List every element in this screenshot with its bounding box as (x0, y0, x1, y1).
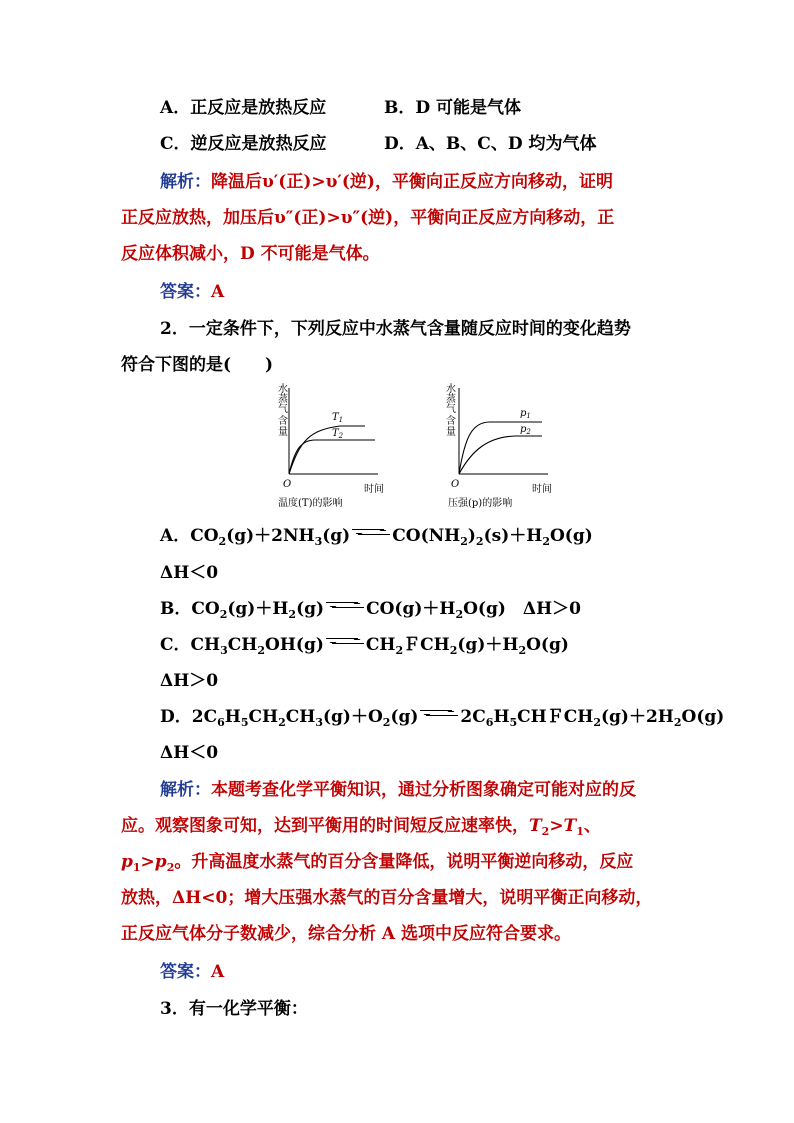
equilibrium-arrow (420, 708, 458, 720)
svg-text:含: 含 (446, 416, 456, 427)
graph-temperature (270, 382, 400, 510)
graph1-origin: O (283, 479, 292, 490)
q1-option-a: A．正反应是放热反应 (160, 98, 327, 118)
q1-option-d: D．A、B、C、D 均为气体 (384, 134, 597, 154)
graph-pressure (440, 382, 570, 510)
graph1-caption: 温度(T)的影响 (278, 498, 343, 509)
curve-p1-label: $p_1$ (520, 408, 531, 420)
curve-p2-label: $p_2$ (520, 424, 531, 436)
graph2-xlabel: 时间 (532, 484, 552, 495)
q2-stem-line1: 2．一定条件下，下列反应中水蒸气含量随反应时间的变化趋势 (160, 319, 631, 339)
svg-text:气: 气 (278, 404, 288, 415)
curve-t2-label: $T_2$ (332, 428, 344, 440)
q2-option-a-deltah: ΔH＜0 (160, 563, 219, 583)
curve-t2 (289, 440, 375, 474)
graph1-ylabel-1: 水 (278, 384, 288, 395)
q1-analysis-line2: 正反应放热，加压后υ″(正)>υ″(逆)，平衡向正反应方向移动，正 (121, 208, 615, 228)
svg-text:气: 气 (446, 404, 456, 415)
q2-option-c: C．$CH_3CH_2OH(g)$ $CH_2FCH_2(g)+H_2O(g)$ (160, 635, 569, 657)
svg-text:蒸: 蒸 (278, 394, 288, 405)
answer-value: A (211, 282, 225, 302)
curve-t1-label: $T_1$ (332, 412, 344, 424)
analysis-label: 解析： (160, 172, 211, 192)
q2-analysis-line3: $p_1>p_2$。升高温度水蒸气的百分含量降低，说明平衡逆向移动，反应 (121, 852, 634, 874)
q2-analysis-line2: 应。观察图象可知，达到平衡用的时间短反应速率快，$T_2>T_1$、 (121, 816, 601, 838)
svg-text:量: 量 (278, 427, 288, 438)
q1-option-c: C．逆反应是放热反应 (160, 134, 327, 154)
curve-t1 (289, 426, 365, 474)
answer-label: 答案： (160, 282, 211, 302)
q2-option-c-deltah: ΔH＞0 (160, 671, 219, 691)
q2-analysis-line4: 放热，ΔH<0；增大压强水蒸气的百分含量增大，说明平衡正向移动， (121, 888, 653, 908)
graph2-caption: 压强(p)的影响 (448, 498, 513, 509)
q2-stem-line2: 符合下图的是( ) (121, 355, 274, 375)
q2-analysis-line1: 解析：本题考查化学平衡知识，通过分析图象确定可能对应的反 (160, 780, 636, 800)
q2-option-b: B．$CO_2(g)+H_2(g)$ $CO(g)+H_2O(g)$ ΔH＞0 (160, 599, 581, 621)
graph1-xlabel: 时间 (364, 484, 384, 495)
svg-text:量: 量 (446, 427, 456, 438)
equilibrium-arrow (326, 600, 364, 612)
answer-value: A (211, 962, 225, 982)
answer-label: 答案： (160, 962, 211, 982)
q2-option-a: A．$CO_2(g)+2NH_3(g)$ $CO(NH_2)_2(s)+H_2O(g)$ (160, 526, 593, 548)
q1-option-b: B．D 可能是气体 (384, 98, 522, 118)
q2-option-d-deltah: ΔH＜0 (160, 743, 219, 763)
equilibrium-arrow (352, 527, 390, 539)
equilibrium-arrow (326, 636, 364, 648)
analysis-label: 解析： (160, 780, 211, 800)
q2-option-d: D．$2C_6H_5CH_2CH_3(g)+O_2(g)$ $2C_6H_5CHFCH_2(g)+2H_2O(g)$ (160, 707, 725, 729)
graph2-origin: O (451, 479, 460, 490)
graph2-ylabel-1: 水 (446, 384, 456, 395)
curve-p2 (459, 436, 542, 474)
q2-answer (160, 960, 224, 984)
q1-analysis-line3: 反应体积减小，D 不可能是气体。 (121, 244, 380, 264)
svg-text:含: 含 (278, 416, 288, 427)
q3-stem: 3．有一化学平衡： (160, 999, 308, 1019)
q2-analysis-line5: 正反应气体分子数减少，综合分析 A 选项中反应符合要求。 (121, 924, 572, 944)
q1-analysis-line1: 解析：降温后υ′(正)>υ′(逆)，平衡向正反应方向移动，证明 (160, 172, 613, 192)
q1-answer (160, 280, 224, 304)
svg-text:蒸: 蒸 (446, 394, 456, 405)
